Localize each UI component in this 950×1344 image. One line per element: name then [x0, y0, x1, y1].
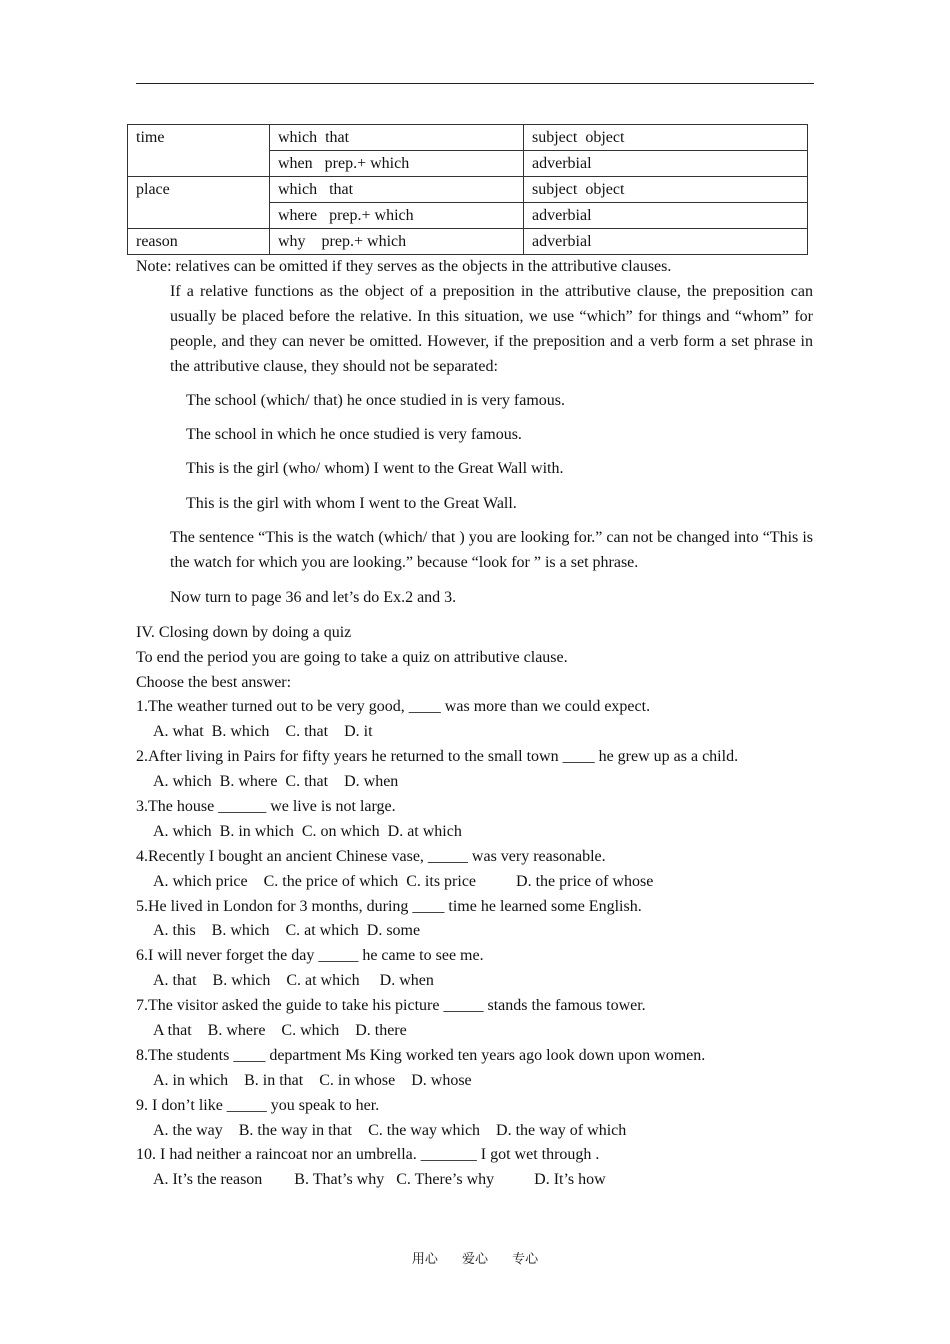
answer-options: A. which price C. the price of which C. its price D. the price of whose — [153, 873, 654, 890]
quiz-instruction: Choose the best answer: — [136, 674, 292, 691]
table-cell-relative: when prep.+ which — [270, 151, 524, 177]
table-cell-relative: which that — [270, 125, 524, 151]
table-cell-function: subject object — [524, 177, 808, 203]
table-cell-relative: which that — [270, 177, 524, 203]
answer-options: A. which B. in which C. on which D. at which — [153, 823, 462, 840]
table-cell-function: adverbial — [524, 203, 808, 229]
question-text: 9. I don’t like _____ you speak to her. — [136, 1097, 380, 1114]
table-cell-antecedent: place — [128, 177, 270, 229]
table-cell-function: adverbial — [524, 229, 808, 255]
set-phrase-paragraph: The sentence “This is the watch (which/ that ) you are looking for.” can not be changed into “This is the watch for which you are looking.” because “look for ” is a set phrase. — [170, 529, 813, 571]
table-cell-antecedent: time — [128, 125, 270, 177]
answer-options: A. It’s the reason B. That’s why C. There’s why D. It’s how — [153, 1171, 606, 1188]
answer-options: A that B. where C. which D. there — [153, 1022, 407, 1039]
question-text: 5.He lived in London for 3 months, during ____ time he learned some English. — [136, 898, 642, 915]
question-text: 7.The visitor asked the guide to take his picture _____ stands the famous tower. — [136, 997, 646, 1014]
table-row — [128, 177, 808, 203]
exercise-instruction: Now turn to page 36 and let’s do Ex.2 and 3. — [170, 589, 457, 606]
section-title: IV. Closing down by doing a quiz — [136, 624, 352, 641]
table-cell-function: adverbial — [524, 151, 808, 177]
page-footer — [0, 1248, 950, 1267]
question-text: 8.The students ____ department Ms King worked ten years ago look down upon women. — [136, 1047, 706, 1064]
answer-options: A. that B. which C. at which D. when — [153, 972, 434, 989]
relatives-table — [127, 124, 808, 255]
answer-options: A. which B. where C. that D. when — [153, 773, 399, 790]
question-text: 10. I had neither a raincoat nor an umbrella. _______ I got wet through . — [136, 1146, 600, 1163]
table-row — [128, 229, 808, 255]
header-rule — [136, 83, 814, 84]
table-cell-function: subject object — [524, 125, 808, 151]
footer-word: 用心 — [411, 1252, 438, 1267]
preposition-paragraph: If a relative functions as the object of a preposition in the attributive clause, the preposition can usually be placed before the relative. In this situation, we use “which” for things and “whom” for people, and they can never be omitted. However, if the preposition and a verb form a set phrase in the attributive clause, they should not be separated: — [170, 283, 813, 375]
answer-options: A. the way B. the way in that C. the way which D. the way of which — [153, 1122, 627, 1139]
table-cell-relative: why prep.+ which — [270, 229, 524, 255]
question-text: 3.The house ______ we live is not large. — [136, 798, 396, 815]
table-row — [128, 125, 808, 151]
table-cell-relative: where prep.+ which — [270, 203, 524, 229]
footer-word: 爱心 — [461, 1252, 488, 1267]
note-text: Note: relatives can be omitted if they serves as the objects in the attributive clauses. — [136, 258, 672, 275]
example-sentence: The school (which/ that) he once studied in is very famous. — [186, 392, 566, 409]
answer-options: A. this B. which C. at which D. some — [153, 922, 421, 939]
answer-options: A. in which B. in that C. in whose D. whose — [153, 1072, 472, 1089]
question-text: 2.After living in Pairs for fifty years he returned to the small town ____ he grew up as a child. — [136, 748, 739, 765]
example-sentence: The school in which he once studied is very famous. — [186, 426, 522, 443]
example-sentence: This is the girl with whom I went to the Great Wall. — [186, 495, 517, 512]
footer-word: 专心 — [512, 1252, 539, 1267]
example-sentence: This is the girl (who/ whom) I went to the Great Wall with. — [186, 460, 564, 477]
question-text: 6.I will never forget the day _____ he came to see me. — [136, 947, 484, 964]
question-text: 1.The weather turned out to be very good, ____ was more than we could expect. — [136, 698, 651, 715]
table-cell-antecedent: reason — [128, 229, 270, 255]
answer-options: A. what B. which C. that D. it — [153, 723, 373, 740]
question-text: 4.Recently I bought an ancient Chinese vase, _____ was very reasonable. — [136, 848, 606, 865]
quiz-intro: To end the period you are going to take a quiz on attributive clause. — [136, 649, 568, 666]
